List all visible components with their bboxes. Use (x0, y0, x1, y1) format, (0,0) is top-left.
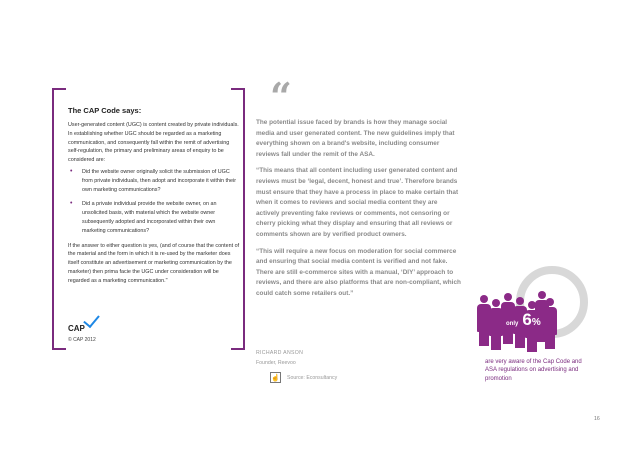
quote-author: RICHARD ANSON (256, 350, 304, 356)
cap-logo (68, 316, 96, 333)
quote-paragraph: “This will require a new focus on moderation for social commerce and ensuring that social media content is verified and not fake. There are still e-commerce sites with a manual, ‘DIY’ approach to reviews, and there are also platforms that are non-compliant, which could catch some retailers out.” (256, 247, 461, 297)
cap-copyright: © CAP 2012 (68, 337, 96, 343)
source-row (270, 372, 337, 383)
quote-paragraph: “This means that all content including user generated content and reviews must be ‘legal, decent, honest and true’. Therefore brands must ensure that they have a process in place to make certain that when it comes to reviews and social media content they are actively preventing fake reviews or comments, not censoring or cherry picking what they display and ensuring that all reviews or comments shown are by verified product owners. (256, 167, 459, 238)
cap-box-intro: User-generated content (UGC) is content created by private individuals. In establishing whether UGC should be regarded as a marketing communication, and consequently fall within the remit of advertising self-regulation, the primary and preliminary areas of enquiry to be considered are: (68, 122, 239, 164)
quote-column (256, 118, 461, 306)
stat-number: 6 (522, 310, 532, 329)
pointing-hand-icon: ☝ (270, 372, 281, 383)
quote-author-role: Founder, Reevoo (256, 360, 296, 366)
person-icon (542, 298, 558, 349)
stat-prefix: only (506, 321, 519, 327)
stat-caption: are very aware of the Cap Code and ASA regulations on advertising and promotion (485, 359, 582, 382)
cap-code-box (60, 100, 240, 342)
cap-box-bullets (68, 168, 240, 236)
page-number: 16 (594, 416, 600, 422)
source-label: Source: Econsultancy (287, 374, 338, 381)
cap-box-title: The CAP Code says: (68, 106, 142, 115)
cap-box-bullet: • Did the website owner originally solicit the submission of UGC from private individuals, then adopt and incorporate it within their own marketing communications? (68, 168, 240, 194)
statistic-graphic (476, 260, 586, 352)
quote-mark-icon: “ (270, 74, 292, 119)
stat-value (506, 310, 541, 330)
cap-box-bullet: • Did a private individual provide the website owner, on an unsolicited basis, with material which the website owner subsequently adopted and incorporated within their own marketing communications? (68, 200, 240, 235)
quote-paragraph: The potential issue faced by brands is how they manage social media and user generated content. The new guidelines imply that everything shown on a brand's website, including consumer reviews fall under the remit of the ASA. (256, 119, 455, 158)
cap-box-conclusion: If the answer to either question is yes, (and of course that the content of the material and the form in which it is re-used by the marketer does itself constitute an advertisement or marketing communication by the marketer) then prima facie the UGC under consideration will be regarded as a marketing communication." (68, 242, 240, 284)
cap-logo-text: CAP (68, 324, 85, 333)
stat-unit: % (531, 317, 541, 328)
